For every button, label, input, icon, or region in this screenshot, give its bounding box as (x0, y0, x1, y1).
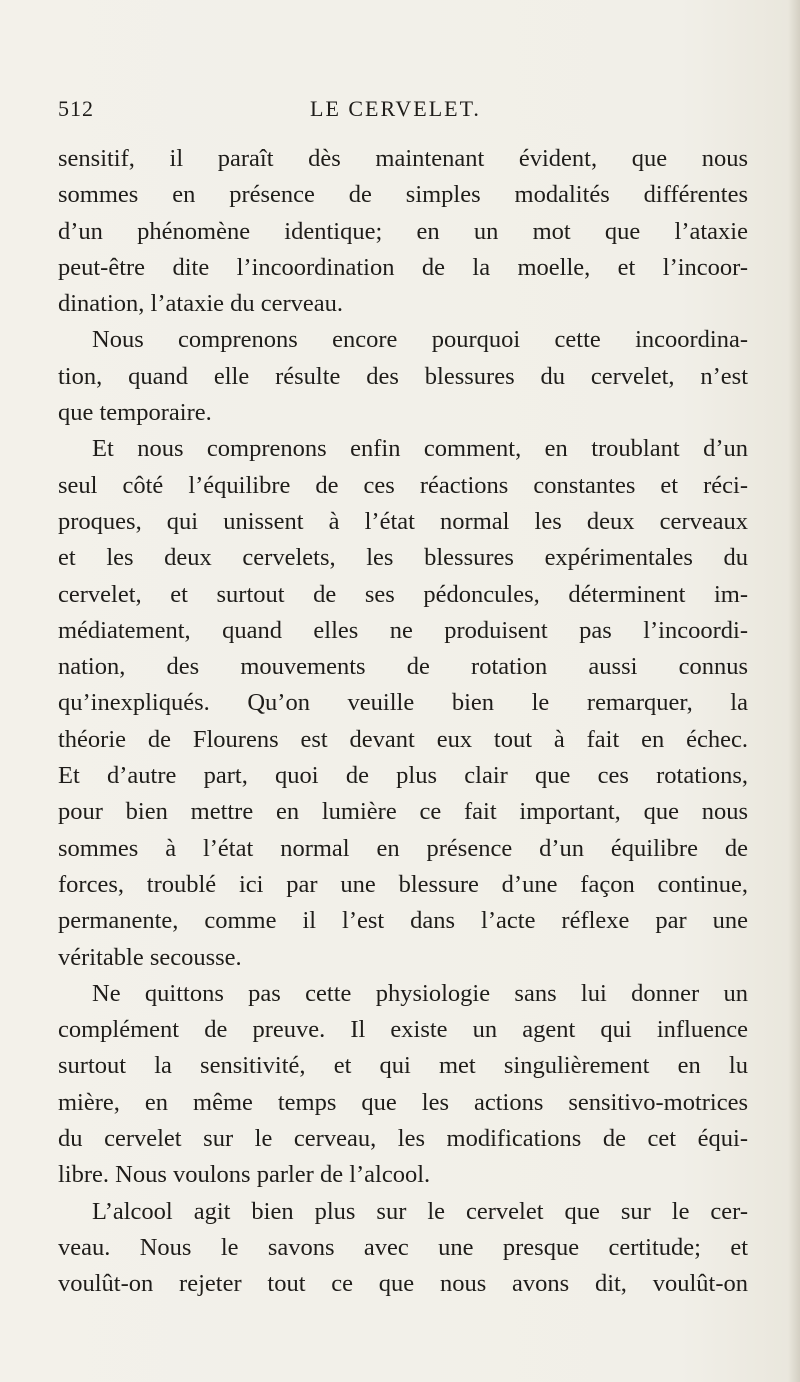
text-line: proques, qui unissent à l’état normal les deux cerveaux (58, 507, 748, 535)
text-line: peut-être dite l’incoordination de la moelle, et l’incoor- (58, 253, 748, 281)
running-title: LE CERVELET. (310, 96, 481, 121)
text-line: sensitif, il paraît dès maintenant évident, que nous (58, 145, 748, 172)
text-line: d’un phénomène identique; en un mot que l’ataxie (58, 217, 748, 245)
text-line: L’alcool agit bien plus sur le cervelet que sur le cer- (92, 1197, 748, 1225)
text-line: complément de preuve. Il existe un agent qui influence (58, 1016, 748, 1044)
text-line: Nous comprenons encore pourquoi cette incoordina- (92, 326, 748, 354)
text-line: libre. Nous voulons parler de l’alcool. (58, 1161, 431, 1189)
text-line: voulût-on rejeter tout ce que nous avons dit, voulût-on (58, 1270, 748, 1298)
text-line: et les deux cervelets, les blessures expérimentales du (58, 544, 748, 572)
text-line: permanente, comme il l’est dans l’acte réflexe par une (58, 907, 748, 935)
text-line: Ne quittons pas cette physiologie sans lui donner un (92, 979, 748, 1007)
text-line: sommes en présence de simples modalités différentes (58, 181, 748, 209)
text-line: Et d’autre part, quoi de plus clair que ces rotations, (58, 762, 748, 790)
text-line: seul côté l’équilibre de ces réactions constantes et réci- (58, 471, 748, 499)
text-line: qu’inexpliqués. Qu’on veuille bien le remarquer, la (58, 689, 748, 717)
text-line: véritable secousse. (58, 943, 242, 971)
text-line: sommes à l’état normal en présence d’un équilibre de (58, 834, 748, 862)
body-text (58, 141, 748, 1303)
page-header (58, 96, 748, 126)
text-line: dination, l’ataxie du cerveau. (58, 290, 344, 318)
page-number: 512 (58, 96, 94, 121)
text-line: cervelet, et surtout de ses pédoncules, déterminent im- (58, 580, 748, 608)
text-line: théorie de Flourens est devant eux tout à fait en échec. (58, 725, 748, 753)
text-line: mière, en même temps que les actions sensitivo-motrices (58, 1088, 748, 1116)
text-line: forces, troublé ici par une blessure d’une façon continue, (58, 870, 748, 898)
text-line: surtout la sensitivité, et qui met singulièrement en lu (58, 1052, 748, 1080)
text-line: tion, quand elle résulte des blessures du cervelet, n’est (58, 362, 748, 390)
text-line: du cervelet sur le cerveau, les modifications de cet équi- (58, 1125, 748, 1153)
text-line: médiatement, quand elles ne produisent pas l’incoordi- (58, 616, 748, 644)
text-line: Et nous comprenons enfin comment, en troublant d’un (92, 435, 748, 463)
text-line: nation, des mouvements de rotation aussi connus (58, 653, 748, 681)
text-line: veau. Nous le savons avec une presque certitude; et (58, 1233, 748, 1261)
text-line: que temporaire. (58, 399, 212, 427)
text-line: pour bien mettre en lumière ce fait important, que nous (58, 798, 748, 826)
page-edge-shadow (788, 0, 800, 1382)
